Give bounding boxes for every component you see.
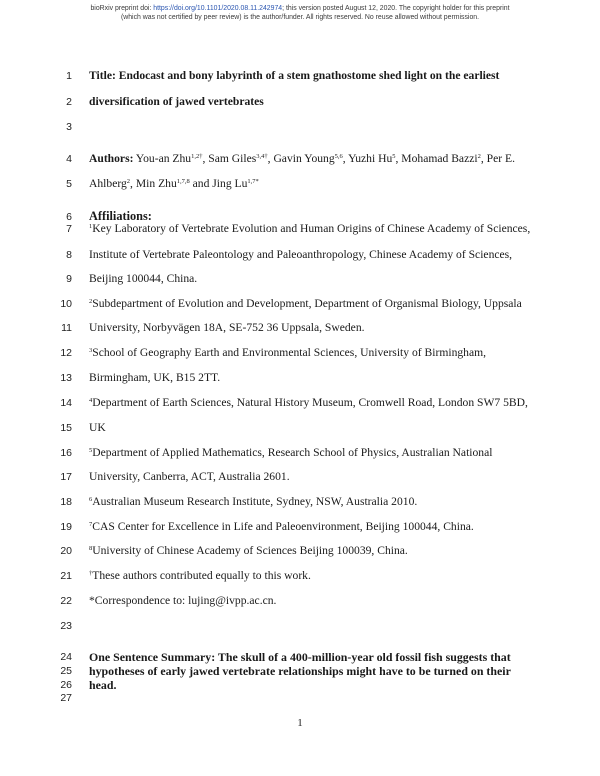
preprint-header xyxy=(0,4,600,22)
affiliation-4-line-1: $^4$Department of Earth Sciences, Natural History Museum, Cromwell Road, London SW7 5BD, xyxy=(89,396,528,409)
affiliation-2-line-1: $^2$Subdepartment of Evolution and Development, Department of Organismal Biology, Uppsala xyxy=(89,297,522,310)
title-line-2: diversification of jawed vertebrates xyxy=(89,95,264,108)
line-number: 23 xyxy=(60,620,72,632)
line-number: 6 xyxy=(66,211,72,223)
authors-label: Authors: xyxy=(89,152,134,165)
affiliation-8: $^8$University of Chinese Academy of Sciences Beijing 100039, China. xyxy=(89,544,408,557)
line-number: 19 xyxy=(60,521,72,533)
summary-line-3: head. xyxy=(89,678,117,692)
affiliation-1-line-2: Institute of Vertebrate Paleontology and Paleoanthropology, Chinese Academy of Sciences, xyxy=(89,248,513,261)
line-number: 7 xyxy=(66,223,72,235)
line-number: 5 xyxy=(66,178,72,190)
line-number: 11 xyxy=(61,322,72,334)
equal-contribution-note: †These authors contributed equally to this work. xyxy=(89,569,311,582)
line-number: 24 xyxy=(60,651,72,663)
line-number: 20 xyxy=(60,545,72,557)
line-number: 2 xyxy=(66,96,72,108)
correspondence-note: *Correspondence to: lujing@ivpp.ac.cn. xyxy=(89,594,277,607)
affiliation-7: $^7$CAS Center for Excellence in Life and Paleoenvironment, Beijing 100044, China. xyxy=(89,520,474,533)
affiliation-1-line-1: $^1$Key Laboratory of Vertebrate Evolution and Human Origins of Chinese Academy of Sciences, xyxy=(89,222,531,235)
title-line-1: Title: Endocast and bony labyrinth of a stem gnathostome shed light on the earliest xyxy=(89,69,500,82)
header-line-1: bioRxiv preprint doi: https://doi.org/10.1101/2020.08.11.242974; this version posted August 12, 2020. The copyright holder for this preprint xyxy=(90,5,510,12)
affiliation-6: $^6$Australian Museum Research Institute, Sydney, NSW, Australia 2010. xyxy=(89,495,418,508)
line-number: 10 xyxy=(60,298,72,310)
affiliation-1-line-3: Beijing 100044, China. xyxy=(89,272,198,285)
line-number: 21 xyxy=(60,570,72,582)
affiliation-3-line-2: Birmingham, UK, B15 2TT. xyxy=(89,371,221,384)
line-number: 17 xyxy=(60,471,72,483)
header-line-2: (which was not certified by peer review) is the author/funder. All rights reserved. No reuse allowed without permission. xyxy=(120,14,480,21)
line-number: 3 xyxy=(66,121,72,133)
line-number: 12 xyxy=(60,347,72,359)
line-number: 4 xyxy=(66,153,72,165)
authors-line-1: Authors: You-an Zhu$^{1,2\dagger}$, Sam Giles$^{3,4\dagger}$, Gavin Young$^{5,6}$, Yuzhi Hu$^5$, Mohamad Bazzi$^2$, Per E. xyxy=(89,152,515,165)
affiliation-2-line-2: University, Norbyvägen 18A, SE-752 36 Uppsala, Sweden. xyxy=(89,321,365,334)
affiliation-4-line-2: UK xyxy=(89,421,106,434)
line-number: 9 xyxy=(66,273,72,285)
line-number: 27 xyxy=(60,692,72,704)
affiliations-heading: Affiliations: xyxy=(89,209,152,223)
doi-link[interactable]: https://doi.org/10.1101/2020.08.11.242974 xyxy=(153,5,283,12)
authors-line-2: Ahlberg$^2$, Min Zhu$^{1,7,8}$ and Jing $Lu^{1,7*}$ xyxy=(89,177,259,190)
line-number: 25 xyxy=(60,665,72,677)
line-number: 22 xyxy=(60,595,72,607)
line-number: 15 xyxy=(60,422,72,434)
line-number: 13 xyxy=(60,372,72,384)
summary-line-1: One Sentence Summary: The skull of a 400-million-year old fossil fish suggests that xyxy=(89,650,511,664)
affiliation-5-line-1: $^5$Department of Applied Mathematics, Research School of Physics, Australian National xyxy=(89,446,493,459)
line-number: 8 xyxy=(66,249,72,261)
line-number: 14 xyxy=(60,397,72,409)
summary-line-2: hypotheses of early jawed vertebrate relationships might have to be turned on their xyxy=(89,664,511,678)
line-number: 18 xyxy=(60,496,72,508)
affiliation-5-line-2: University, Canberra, ACT, Australia 2601. xyxy=(89,470,290,483)
line-number: 26 xyxy=(60,679,72,691)
affiliation-3-line-1: $^3$School of Geography Earth and Environmental Sciences, University of Birmingham, xyxy=(89,346,487,359)
page-number: 1 xyxy=(297,717,303,729)
line-number: 1 xyxy=(66,70,72,82)
line-number: 16 xyxy=(60,447,72,459)
